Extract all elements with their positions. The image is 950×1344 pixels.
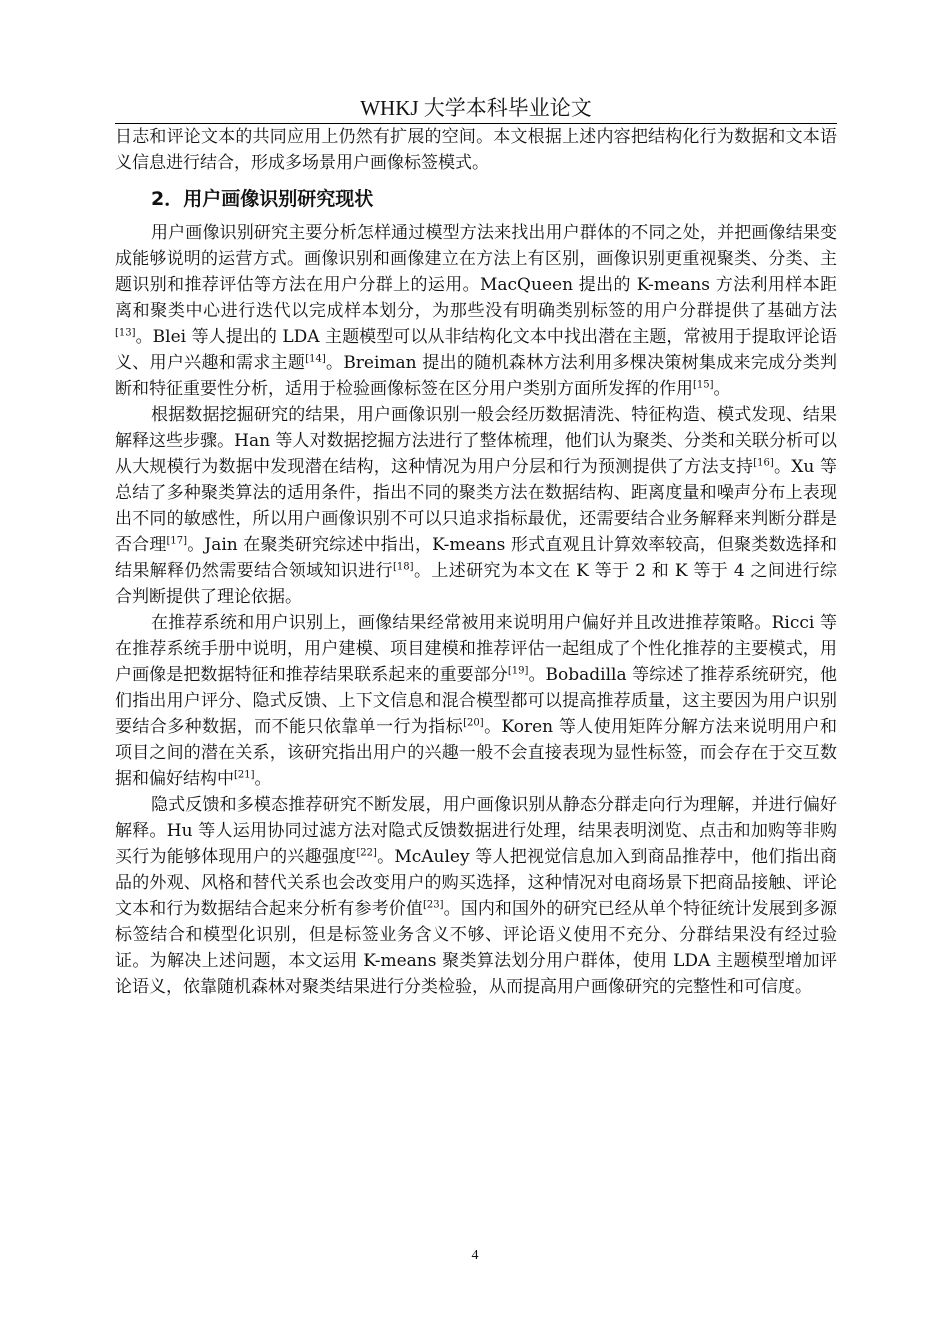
paragraph-text: 。上述研究为本文在 K 等于 2 和 K 等于 4 之间进行综合判断提供了理论依据。 [115,561,837,607]
paragraph-text: 。国内和国外的研究已经从单个特征统计发展到多源标签结合和模型化识别，但是标签业务含义不够、评论语义使用不充分、分群结果没有经过验证。为解决上述问题，本文运用 K-means 聚类算法划分用户群体，使用 LDA 主题模型增加评论语义，依靠随机森林对聚类结果进行分类检验，从而提高用户画像研究的完整性和可信度。 [115,899,838,997]
paragraph-text: 在推荐系统和用户识别上，画像结果经常被用来说明用户偏好并且改进推荐策略。Ricci 等在推荐系统手册中说明，用户建模、项目建模和推荐评估一起组成了个性化推荐的主要模式，用户画像是把数据特征和推荐结果联系起来的重要部分 [115,613,837,685]
paragraph-text: 隐式反馈和多模态推荐研究不断发展，用户画像识别从静态分群走向行为理解，并进行偏好解释。Hu 等人运用协同过滤方法对隐式反馈数据进行处理，结果表明浏览、点击和加购等非购买行为能够体现用户的兴趣强度 [115,795,837,867]
paragraph-text: 根据数据挖掘研究的结果，用户画像识别一般会经历数据清洗、特征构造、模式发现、结果解释这些步骤。Han 等人对数据挖掘方法进行了整体梳理，他们认为聚类、分类和关联分析可以从大规模行为数据中发现潜在结构，这种情况为用户分层和行为预测提供了方法支持 [115,405,837,477]
citation-ref: [18] [393,561,414,573]
citation-ref: [14] [305,353,326,365]
body-paragraph [115,220,837,402]
paragraph-text: 。Xu 等总结了多种聚类算法的适用条件，指出不同的聚类方法在数据结构、距离度量和噪声分布上表现出不同的敏感性，所以用户画像识别不可以只追求指标最优，还需要结合业务解释来判断分群是否合理 [115,457,837,555]
paragraph-text: 。 [254,769,272,789]
section-heading: 2．用户画像识别研究现状 [151,188,374,210]
body-paragraph [115,792,837,1000]
paragraph-text: 。Breiman 提出的随机森林方法利用多棵决策树集成来完成分类判断和特征重要性分析，适用于检验画像标签在区分用户类别方面所发挥的作用 [115,353,838,399]
paragraph-text: 。Koren 等人使用矩阵分解方法来说明用户和项目之间的潜在关系，该研究指出用户的兴趣一般不会直接表现为显性标签，而会存在于交互数据和偏好结构中 [115,717,837,789]
intro-paragraph: 日志和评论文本的共同应用上仍然有扩展的空间。本文根据上述内容把结构化行为数据和文本语义信息进行结合，形成多场景用户画像标签模式。 [115,127,837,173]
paragraph-text: 。Blei 等人提出的 LDA 主题模型可以从非结构化文本中找出潜在主题，常被用于提取评论语义、用户兴趣和需求主题 [115,327,837,373]
body-paragraph [115,402,837,610]
header-title: WHKJ 大学本科毕业论文 [360,96,592,120]
page-number: 4 [471,1248,479,1263]
citation-ref: [13] [115,327,136,339]
citation-ref: [19] [507,665,529,677]
page-header [115,94,837,124]
citation-ref: [16] [753,457,774,469]
paragraph-text: 。 [713,379,731,399]
body-paragraph [115,610,837,792]
citation-ref: [20] [463,717,484,729]
citation-ref: [17] [166,535,188,547]
paragraph-text: 。McAuley 等人把视觉信息加入到商品推荐中，他们指出商品的外观、风格和替代关系也会改变用户的购买选择，这种情况对电商场景下把商品接触、评论文本和行为数据结合起来分析有参考价值 [115,847,837,919]
paragraph-list [115,220,837,1000]
paragraph-text: 。Jain 在聚类研究综述中指出，K-means 形式直观且计算效率较高，但聚类数选择和结果解释仍然需要结合领域知识进行 [115,535,837,581]
citation-ref: [22] [356,847,377,859]
page-body [115,124,837,1000]
paragraph-text: 用户画像识别研究主要分析怎样通过模型方法来找出用户群体的不同之处，并把画像结果变成能够说明的运营方式。画像识别和画像建立在方法上有区别，画像识别更重视聚类、分类、主题识别和推荐评估等方法在用户分群上的运用。MacQueen 提出的 K-means 方法利用样本距离和聚类中心进行迭代以完成样本划分，为那些没有明确类别标签的用户分群提供了基础方法 [115,223,837,321]
citation-ref: [23] [422,899,444,911]
citation-ref: [15] [693,379,714,391]
citation-ref: [21] [234,769,255,781]
paragraph-text: 。Bobadilla 等综述了推荐系统研究，他们指出用户评分、隐式反馈、上下文信息和混合模型都可以提高推荐质量，这主要因为用户识别要结合多种数据，而不能只依靠单一行为指标 [115,665,837,737]
